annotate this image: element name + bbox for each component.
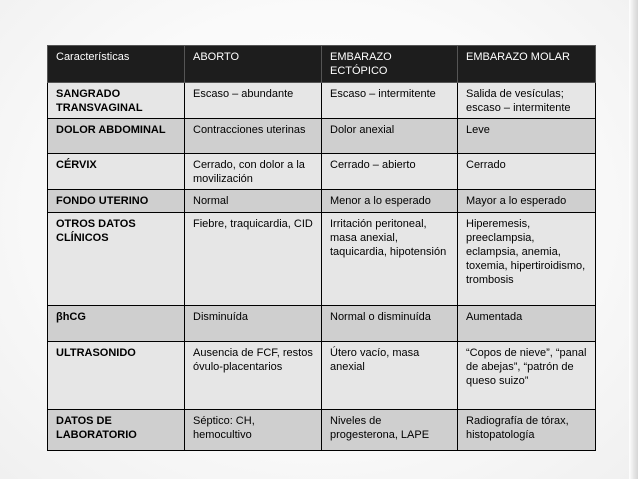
cell-ectopico: Escaso – intermitente bbox=[322, 83, 458, 119]
row-label: FONDO UTERINO bbox=[48, 190, 185, 213]
table-row bbox=[48, 410, 596, 451]
cell-molar: Aumentada bbox=[458, 306, 596, 342]
cell-aborto: Contracciones uterinas bbox=[185, 119, 322, 154]
row-label: ULTRASONIDO bbox=[48, 342, 185, 410]
cell-ectopico: Normal o disminuída bbox=[322, 306, 458, 342]
cell-molar: Cerrado bbox=[458, 154, 596, 190]
table-row bbox=[48, 306, 596, 342]
cell-molar: “Copos de nieve”, “panal de abejas”, “patrón de queso suizo” bbox=[458, 342, 596, 410]
cell-aborto: Fiebre, traquicardia, CID bbox=[185, 213, 322, 306]
table-row bbox=[48, 119, 596, 154]
table-row bbox=[48, 83, 596, 119]
cell-molar: Leve bbox=[458, 119, 596, 154]
table-row bbox=[48, 154, 596, 190]
cell-aborto: Escaso – abundante bbox=[185, 83, 322, 119]
cell-aborto: Normal bbox=[185, 190, 322, 213]
row-label: SANGRADO TRANSVAGINAL bbox=[48, 83, 185, 119]
cell-aborto: Séptico: CH, hemocultivo bbox=[185, 410, 322, 451]
cell-ectopico: Niveles de progesterona, LAPE bbox=[322, 410, 458, 451]
cell-molar: Radiografía de tórax, histopatología bbox=[458, 410, 596, 451]
row-label: βhCG bbox=[48, 306, 185, 342]
table-header-row bbox=[48, 46, 596, 83]
cell-ectopico: Dolor anexial bbox=[322, 119, 458, 154]
cell-ectopico: Útero vacío, masa anexial bbox=[322, 342, 458, 410]
cell-aborto: Ausencia de FCF, restos óvulo-placentarios bbox=[185, 342, 322, 410]
row-label: DATOS DE LABORATORIO bbox=[48, 410, 185, 451]
row-label: OTROS DATOS CLÍNICOS bbox=[48, 213, 185, 306]
header-embarazo-molar: EMBARAZO MOLAR bbox=[458, 46, 596, 83]
cell-molar: Hiperemesis, preeclampsia, eclampsia, anemia, toxemia, hipertiroidismo, trombosis bbox=[458, 213, 596, 306]
cell-molar: Mayor a lo esperado bbox=[458, 190, 596, 213]
header-embarazo-ectopico: EMBARAZO ECTÓPICO bbox=[322, 46, 458, 83]
cell-ectopico: Irritación peritoneal, masa anexial, taquicardia, hipotensión bbox=[322, 213, 458, 306]
cell-ectopico: Menor a lo esperado bbox=[322, 190, 458, 213]
cell-molar: Salida de vesículas; escaso – intermitente bbox=[458, 83, 596, 119]
cell-ectopico: Cerrado – abierto bbox=[322, 154, 458, 190]
table-row bbox=[48, 213, 596, 306]
comparison-table bbox=[47, 45, 596, 451]
table-row bbox=[48, 190, 596, 213]
slide-edge-decoration bbox=[629, 0, 638, 479]
header-caracteristicas: Características bbox=[48, 46, 185, 83]
table-row bbox=[48, 342, 596, 410]
row-label: CÉRVIX bbox=[48, 154, 185, 190]
cell-aborto: Disminuída bbox=[185, 306, 322, 342]
header-aborto: ABORTO bbox=[185, 46, 322, 83]
row-label: DOLOR ABDOMINAL bbox=[48, 119, 185, 154]
cell-aborto: Cerrado, con dolor a la movilización bbox=[185, 154, 322, 190]
